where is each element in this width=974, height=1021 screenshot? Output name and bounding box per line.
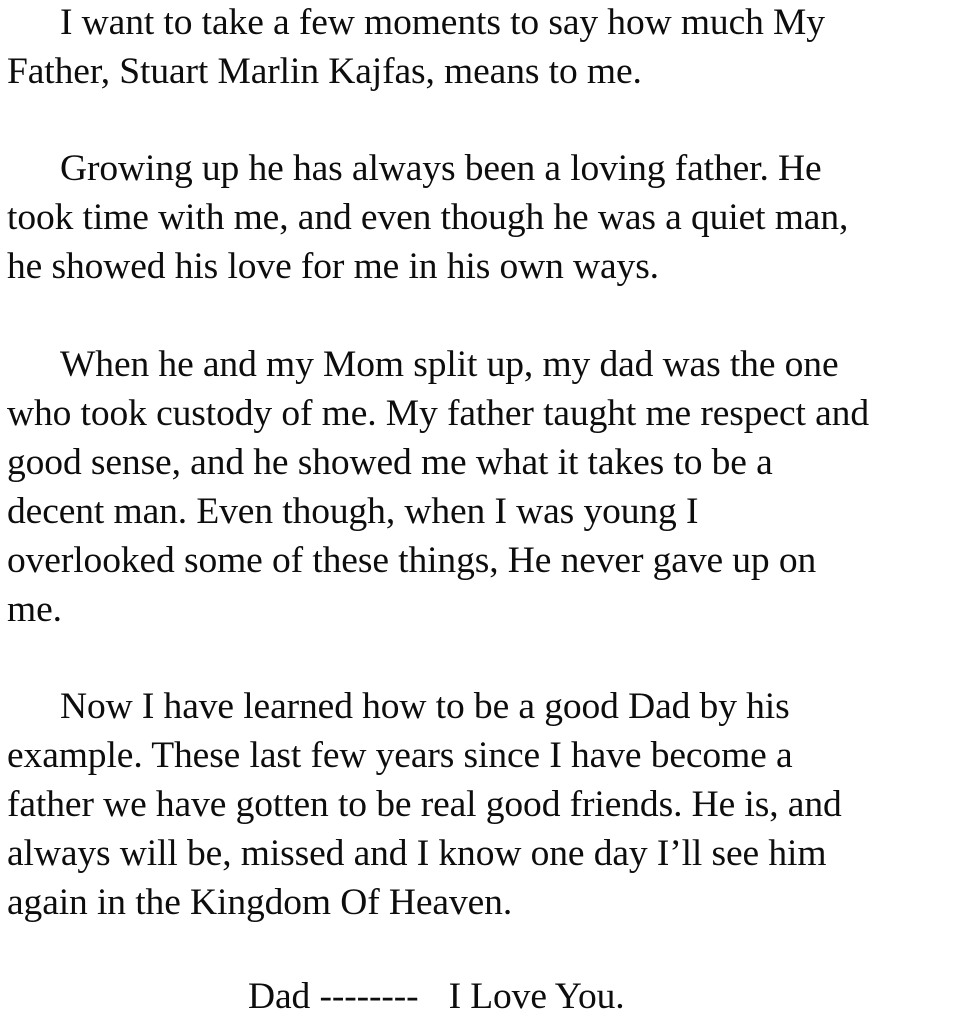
paragraph-1-line-1: I want to take a few moments to say how much My [60,2,825,43]
paragraph-3-line-6: me. [7,589,62,630]
paragraph-2-line-3: he showed his love for me in his own ways. [7,246,659,287]
paragraph-3-line-4: decent man. Even though, when I was young I [7,491,699,532]
signoff-dad: Dad -------- [248,976,419,1017]
paragraph-3-line-3: good sense, and he showed me what it takes to be a [7,442,773,483]
paragraph-4-line-4: always will be, missed and I know one day I’ll see him [7,833,827,874]
paragraph-3-line-2: who took custody of me. My father taught me respect and [7,393,869,434]
paragraph-2-line-1: Growing up he has always been a loving father. He [60,148,822,189]
paragraph-2-line-2: took time with me, and even though he was a quiet man, [7,197,849,238]
signoff-love: I Love You. [448,976,625,1017]
paragraph-4-line-1: Now I have learned how to be a good Dad by his [60,686,790,727]
paragraph-3-line-5: overlooked some of these things, He never gave up on [7,540,817,581]
paragraph-1-line-2: Father, Stuart Marlin Kajfas, means to me. [7,51,642,92]
paragraph-4-line-2: example. These last few years since I have become a [7,735,793,776]
paragraph-3-line-1: When he and my Mom split up, my dad was the one [60,344,839,385]
signoff [248,972,625,1021]
paragraph-4-line-5: again in the Kingdom Of Heaven. [7,882,513,923]
paragraph-4-line-3: father we have gotten to be real good friends. He is, and [7,784,842,825]
